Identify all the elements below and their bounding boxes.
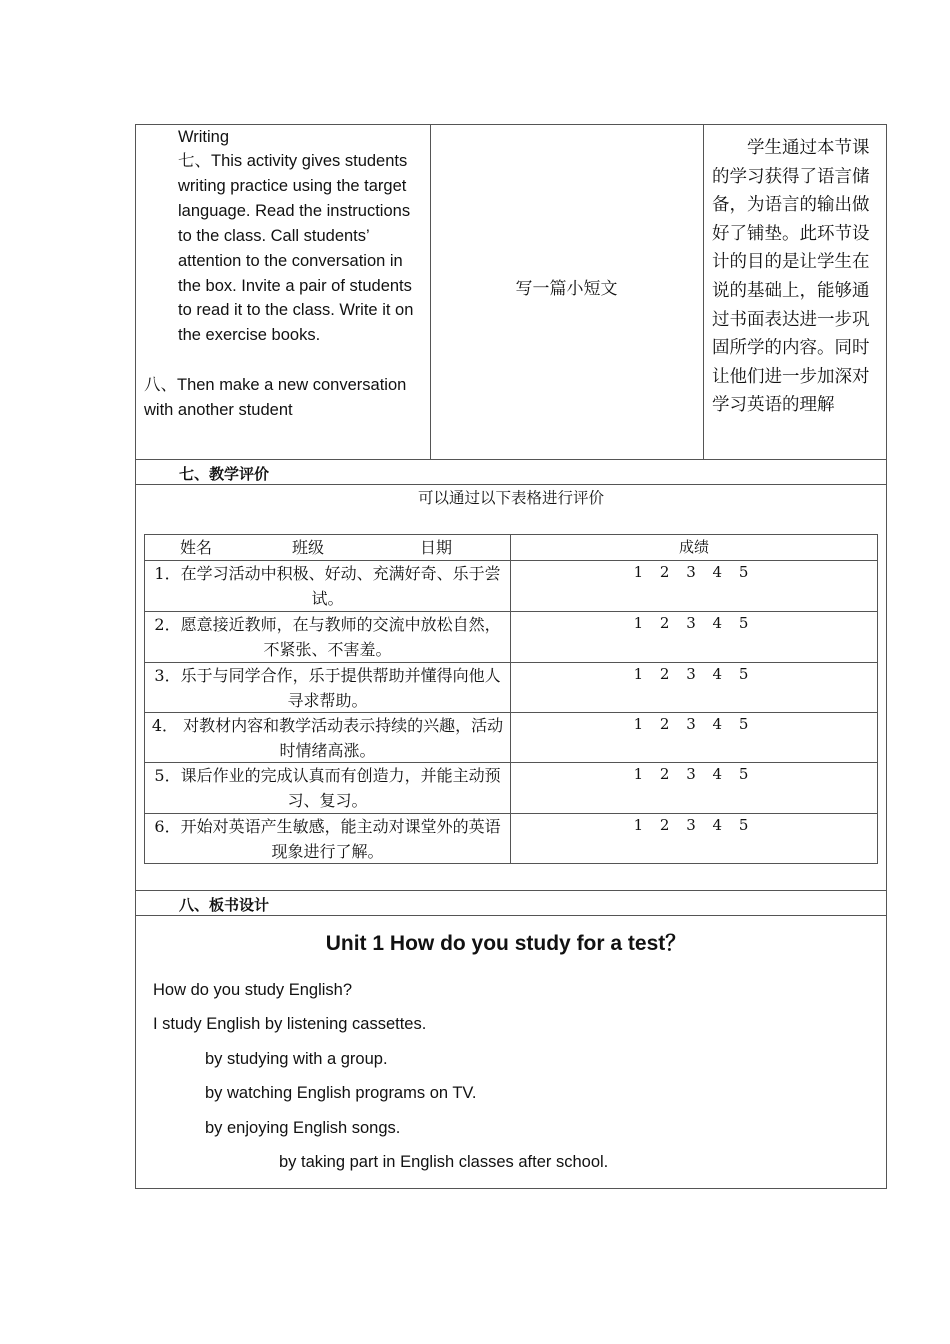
board-line-2: I study English by listening cassettes. <box>153 1015 427 1033</box>
header-name-class-date: 姓名 班级 日期 <box>180 538 453 557</box>
board-line-1: How do you study English? <box>153 981 353 999</box>
evaluation-title: 七、教学评价 <box>179 465 270 483</box>
board-line-6: by taking part in English classes after school. <box>279 1153 609 1171</box>
row-divider <box>136 459 886 460</box>
scores-6: 1 2 3 4 5 <box>633 816 755 834</box>
evaluation-intro: 可以通过以下表格进行评价 <box>417 489 604 507</box>
row-divider <box>136 890 886 891</box>
column-divider <box>703 125 704 459</box>
criterion-5: 5．课后作业的完成认真而有创造力，并能主动预习、复习。 <box>154 766 501 810</box>
header-score: 成绩 <box>678 538 709 556</box>
criterion-4: 4． 对教材内容和教学活动表示持续的兴趣，活动时情绪高涨。 <box>151 716 504 760</box>
evaluation-table <box>144 534 878 864</box>
criterion-3: 3．乐于与同学合作，乐于提供帮助并懂得向他人寻求帮助。 <box>154 666 501 710</box>
design-intent: 学生通过本节课的学习获得了语言储备，为语言的输出做好了铺垫。此环节设计的目的是让学生在说的基础上，能够通过书面表达进一步巩固所学的内容。同时让他们进一步加深对学习英语的理解 <box>712 138 870 416</box>
activity-description: 写一篇小短文 <box>515 279 618 299</box>
writing-step-7: 七、This activity gives students writing practice using the target language. Read the instructions to the class. Call students’ attention to the conversation in the box. Invite a pair of students to read it to the class. Write it on the exercise books. <box>178 152 414 345</box>
scores-2: 1 2 3 4 5 <box>633 614 755 632</box>
scores-5: 1 2 3 4 5 <box>633 765 755 783</box>
board-line-3: by studying with a group. <box>205 1050 388 1068</box>
board-heading: Unit 1 How do you study for a test？ <box>325 932 687 955</box>
lesson-plan-table <box>135 124 887 1189</box>
criterion-1: 1．在学习活动中积极、好动、充满好奇、乐于尝试。 <box>154 564 501 608</box>
scores-4: 1 2 3 4 5 <box>633 715 755 733</box>
row-divider <box>136 484 886 485</box>
criterion-6: 6．开始对英语产生敏感，能主动对课堂外的英语现象进行了解。 <box>154 817 501 861</box>
criterion-2: 2．愿意接近教师，在与教师的交流中放松自然，不紧张、不害羞。 <box>154 615 501 659</box>
scores-1: 1 2 3 4 5 <box>633 563 755 581</box>
writing-heading: Writing <box>178 128 230 146</box>
scores-3: 1 2 3 4 5 <box>633 665 755 683</box>
row-divider <box>136 915 886 916</box>
board-line-4: by watching English programs on TV. <box>205 1084 477 1102</box>
board-section-title: 八、板书设计 <box>179 896 270 914</box>
writing-step-8: 八、Then make a new conversation with another student <box>144 376 407 419</box>
board-line-5: by enjoying English songs. <box>205 1119 401 1137</box>
